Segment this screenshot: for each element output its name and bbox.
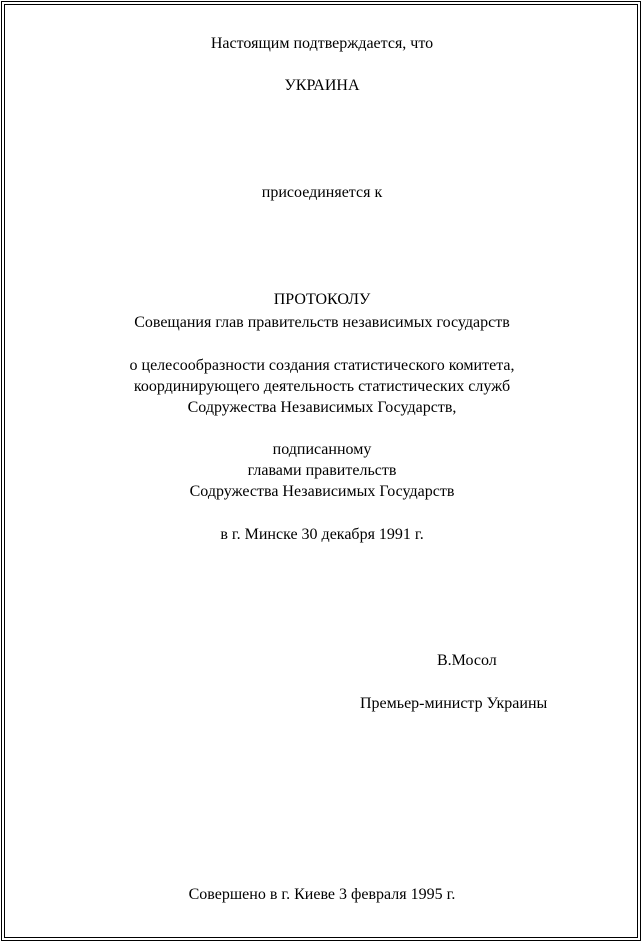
done-at-text: Совершено в г. Киеве 3 февраля 1995 г. <box>188 886 456 903</box>
purpose-line-1: о целесообразности создания статистического комитета, <box>129 357 515 374</box>
purpose-line-2: координирующего деятельность статистических служб <box>133 378 511 395</box>
intro-text: Настоящим подтверждается, что <box>210 35 434 52</box>
signatory-name: В.Мосол <box>437 652 497 669</box>
signed-line-3: Содружества Независимых Государств <box>189 483 455 500</box>
signed-place-date: в г. Минске 30 декабря 1991 г. <box>220 526 424 543</box>
country-name: УКРАИНА <box>284 77 360 94</box>
signed-line-1: подписанному <box>272 441 372 458</box>
signatory-title: Премьер-министр Украины <box>360 695 548 712</box>
purpose-line-3: Содружества Независимых Государств, <box>187 399 457 416</box>
accedes-text: присоединяется к <box>261 184 383 201</box>
protocol-title: ПРОТОКОЛУ <box>273 291 371 308</box>
signed-line-2: главами правительств <box>247 462 397 479</box>
protocol-line-1: Совещания глав правительств независимых государств <box>134 314 510 331</box>
